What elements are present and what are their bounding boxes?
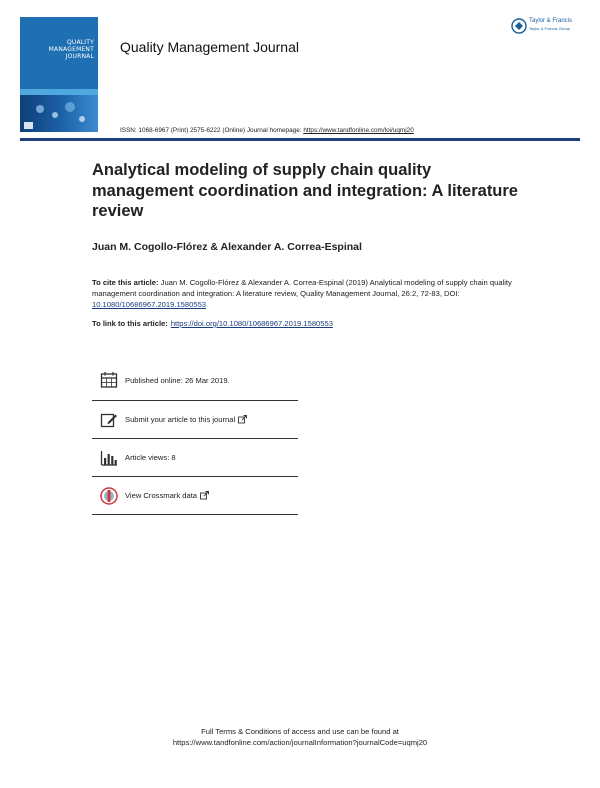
article-link-line	[92, 319, 333, 328]
citation-label: To cite this article:	[92, 278, 159, 287]
published-online-text: Published online: 26 Mar 2019.	[125, 375, 230, 385]
publisher-name-sub: Taylor & Francis Group	[529, 26, 570, 31]
journal-homepage-link[interactable]: https://www.tandfonline.com/loi/uqmj20	[303, 127, 414, 134]
cover-title	[24, 39, 94, 60]
cover-title-line: JOURNAL	[65, 53, 94, 60]
footer-terms-link[interactable]: https://www.tandfonline.com/action/journalInformation?journalCode=uqmj20	[172, 738, 428, 747]
cover-artwork-graphic	[20, 95, 98, 132]
footer	[0, 726, 600, 748]
edit-pencil-icon	[100, 411, 118, 429]
article-title: Analytical modeling of supply chain quality management coordination and integration: A literature review	[92, 161, 518, 220]
cover-artwork	[20, 95, 98, 132]
issn-text: ISSN: 1068-6967 (Print) 2575-6222 (Online) Journal homepage:	[120, 127, 304, 134]
article-authors[interactable]: Juan M. Cogollo-Flórez & Alexander A. Correa-Espinal	[92, 241, 362, 253]
article-info-list	[92, 360, 298, 515]
cover-title-line: MANAGEMENT	[48, 46, 94, 53]
publisher-name-main: Taylor & Francis	[529, 18, 573, 24]
journal-cover-image	[20, 17, 98, 132]
published-online-item	[92, 360, 298, 401]
bar-chart-icon	[100, 449, 118, 467]
submit-article-link[interactable]: Submit your article to this journal	[125, 415, 236, 424]
calendar-icon	[100, 371, 118, 389]
crossmark-icon	[100, 487, 118, 505]
citation-block	[92, 278, 512, 310]
article-doi-url-link[interactable]: https://doi.org/10.1080/10686967.2019.1580553	[170, 319, 333, 328]
submit-article-item[interactable]	[92, 401, 298, 439]
article-views-item	[92, 439, 298, 477]
article-link-label: To link to this article:	[92, 319, 168, 328]
doi-link[interactable]: 10.1080/10686967.2019.1580553	[92, 299, 207, 309]
citation-text: Juan M. Cogollo-Flórez & Alexander A. Correa-Espinal (2019) Analytical modeling of supply chain quality management coordination and integration: A literature review, Quality Management Journal, 26:2, 72-83, DOI:	[92, 278, 512, 298]
journal-name[interactable]: Quality Management Journal	[120, 39, 299, 55]
issn-line	[120, 127, 414, 134]
cover-title-line: QUALITY	[66, 39, 94, 46]
crossmark-item[interactable]	[92, 477, 298, 515]
header-divider	[20, 138, 580, 141]
article-views-text: Article views: 8	[125, 453, 176, 462]
crossmark-link[interactable]: View Crossmark data	[125, 491, 198, 500]
publisher-name	[529, 18, 572, 32]
footer-terms-text: Full Terms & Conditions of access and use can be found at	[201, 727, 399, 736]
external-link-icon	[200, 491, 209, 500]
external-link-icon	[238, 415, 247, 424]
